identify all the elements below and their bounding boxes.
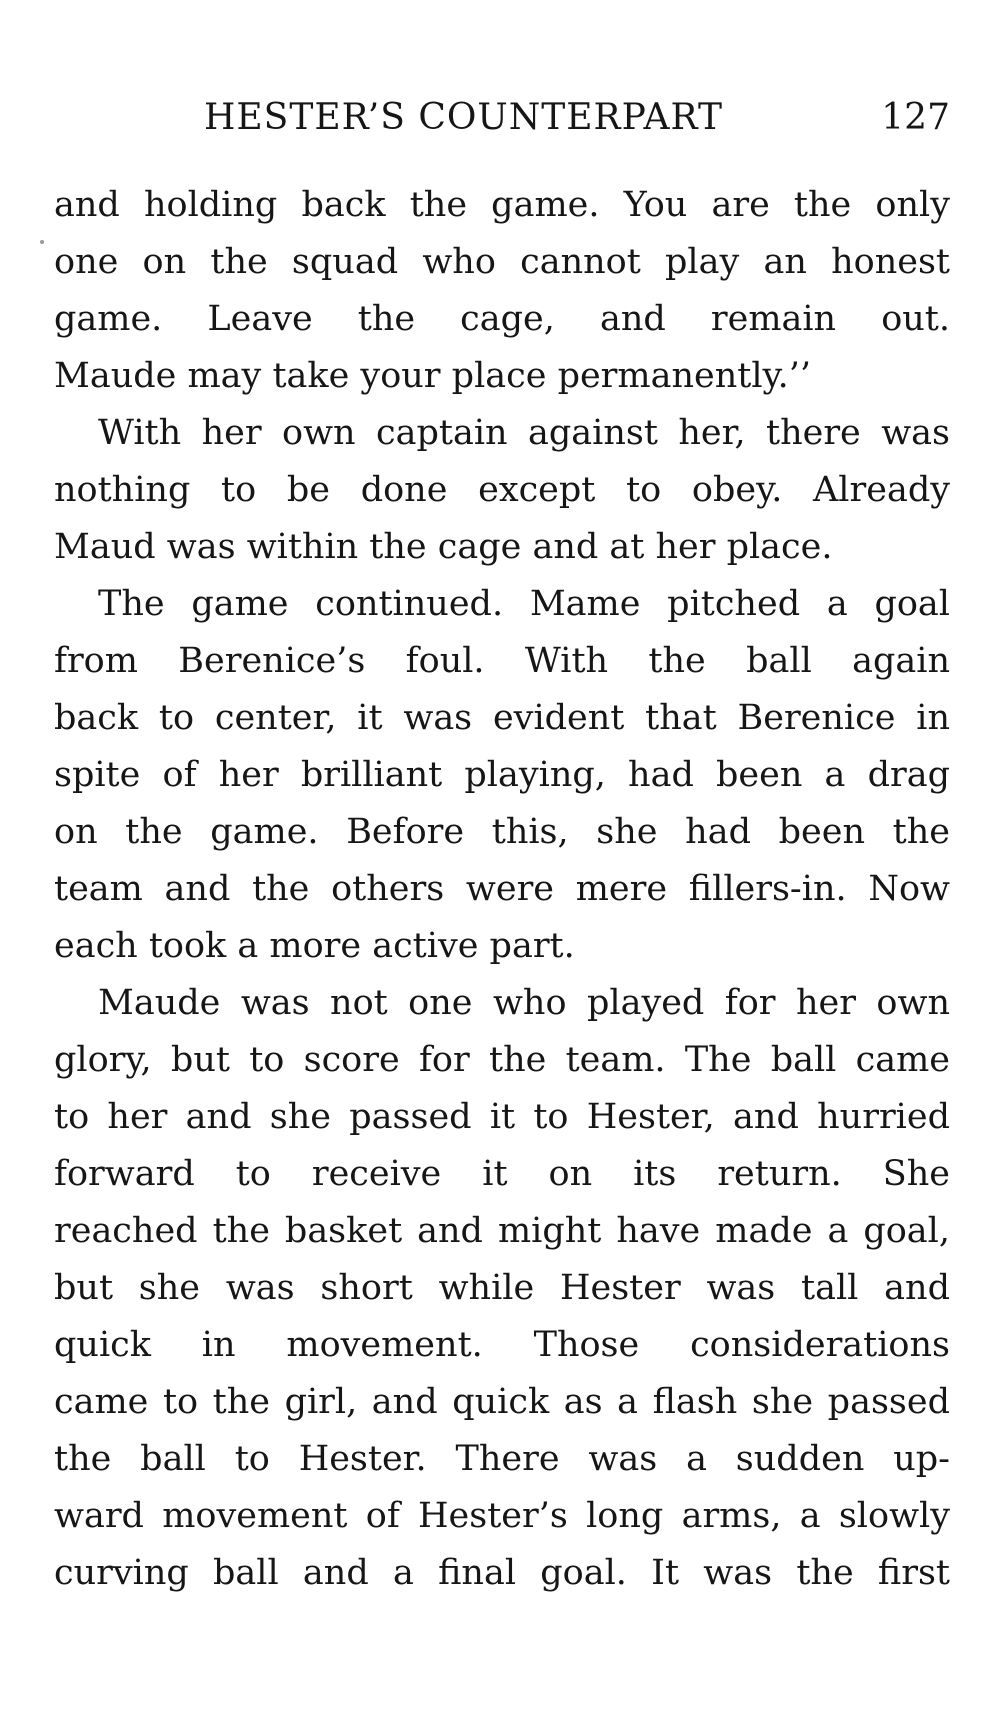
text-line: ward movement of Hester’s long arms, a slowly [54, 1496, 950, 1536]
text-line: quick in movement. Those considerations [54, 1325, 950, 1365]
text-line: came to the girl, and quick as a flash she passed [54, 1382, 950, 1422]
text-line: spite of her brilliant playing, had been a drag [54, 755, 950, 795]
running-head: HESTER’S COUNTERPART [204, 97, 724, 138]
text-line: the ball to Hester. There was a sudden up- [54, 1439, 950, 1479]
text-line: forward to receive it on its return. She [54, 1154, 950, 1194]
text-line: reached the basket and might have made a goal, [54, 1211, 950, 1251]
text-line: curving ball and a final goal. It was the first [54, 1553, 950, 1593]
text-line: game. Leave the cage, and remain out. [54, 299, 950, 339]
text-line: The game continued. Mame pitched a goal [98, 584, 950, 624]
text-line: on the game. Before this, she had been the [54, 812, 950, 852]
text-line: Maud was within the cage and at her place. [54, 527, 833, 567]
text-line: to her and she passed it to Hester, and hurried [54, 1097, 950, 1137]
text-line: but she was short while Hester was tall and [54, 1268, 950, 1308]
paragraph [54, 975, 950, 1602]
text-line: back to center, it was evident that Berenice in [54, 698, 950, 738]
text-line: each took a more active part. [54, 926, 575, 966]
text-line: one on the squad who cannot play an honest [54, 242, 950, 282]
page-number: 127 [881, 97, 950, 138]
page-body [54, 177, 950, 1602]
paragraph [54, 177, 950, 405]
text-line: team and the others were mere fillers-in. Now [54, 869, 950, 909]
text-line: With her own captain against her, there was [98, 413, 950, 453]
paragraph [54, 405, 950, 576]
page-header [54, 88, 950, 148]
margin-speck [40, 240, 44, 244]
paragraph [54, 576, 950, 975]
text-line: Maude was not one who played for her own [98, 983, 950, 1023]
text-line: nothing to be done except to obey. Already [54, 470, 950, 510]
text-line: Maude may take your place permanently.’’ [54, 356, 812, 396]
text-line: glory, but to score for the team. The ball came [54, 1040, 950, 1080]
text-line: from Berenice’s foul. With the ball again [54, 641, 950, 681]
text-line: and holding back the game. You are the only [54, 185, 950, 225]
